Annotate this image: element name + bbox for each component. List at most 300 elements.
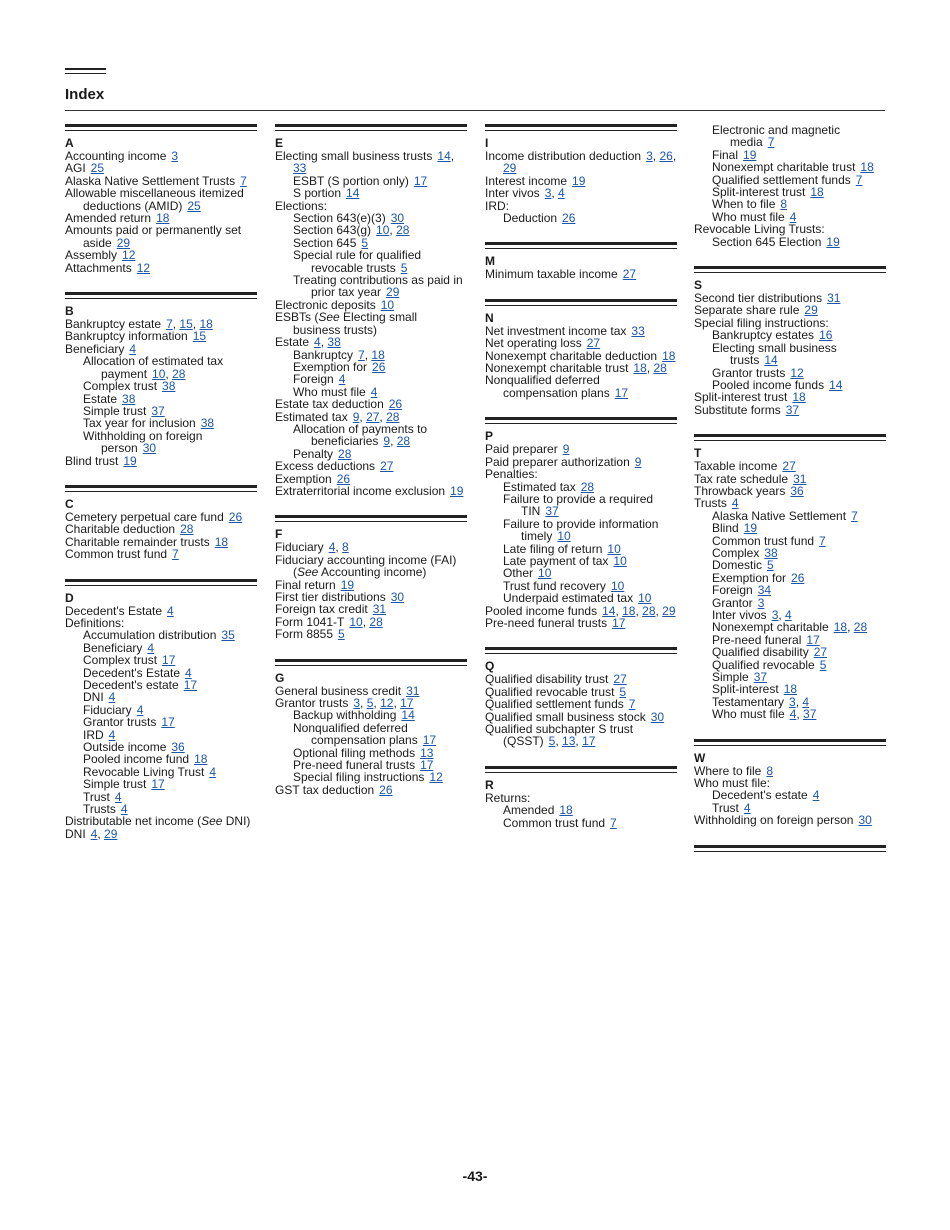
page-refs [215,535,228,549]
page-ref-link[interactable]: 3 [646,149,653,163]
index-entry [485,374,677,399]
entry-text: Estimated tax [275,409,348,424]
section-letter: M [485,254,495,269]
page-ref-link[interactable]: 5 [819,657,827,672]
entry-text: Grantor [712,595,753,610]
page-ref-link[interactable]: 9 [383,434,391,449]
index-entry [485,187,677,199]
page-ref-link[interactable]: 29 [662,603,676,618]
entry-text: AGI [65,161,86,176]
index-section [694,739,886,827]
page-ref-link[interactable]: 12 [429,770,443,785]
page-ref-link[interactable]: 3 [757,595,765,610]
page-ref-link[interactable]: 7 [166,317,173,332]
entry-text: Section 643(g) [293,223,372,238]
page-ref-link[interactable]: 25 [90,161,105,176]
index-entry [65,224,257,249]
page-refs: 7, 18 [358,347,385,362]
page-ref-link[interactable]: 36 [790,483,804,498]
page-ref-link[interactable]: 38 [764,545,778,560]
page-ref-link[interactable]: 15 [192,329,207,344]
page-ref-link[interactable]: 17 [161,715,175,730]
page-ref-link[interactable]: 17 [183,678,198,692]
page-ref-link[interactable]: 10 [380,297,395,312]
page-ref-link[interactable]: 30 [650,709,665,724]
entry-text: Estimated tax [503,479,576,494]
page-ref-link[interactable]: 5 [400,260,408,275]
entry-text: Deduction [503,211,558,226]
page-ref-link[interactable]: 15 [179,317,193,332]
section-letter: Q [485,659,495,674]
page-ref-link[interactable]: 4 [789,707,797,722]
page-ref-link[interactable]: 28 [396,434,411,449]
page-ref-link[interactable]: 28 [580,479,595,494]
entry-text: Pre-need funeral trusts [485,615,608,630]
page-ref-link[interactable]: 3 [771,608,779,622]
page-ref-link[interactable]: 9 [634,454,642,469]
page-ref-link[interactable]: 28 [180,522,194,537]
page-ref-link[interactable]: 4 [812,788,820,803]
page-ref-link[interactable]: 10 [349,614,363,629]
page-refs [187,199,200,213]
page-ref-link[interactable]: 37 [753,670,768,685]
index-entry [65,187,257,212]
entry-text: Inter vivos [712,608,767,622]
page-ref-link[interactable]: 7 [628,697,636,712]
entry-text: ESBTs ( [275,310,319,325]
page-ref-link[interactable]: 18 [860,160,874,175]
entry-text: Second tier distributions [694,291,823,306]
entry-text: Exemption [275,471,332,486]
page-ref-link[interactable]: 33 [631,323,645,338]
page-refs: 4, 37 [789,707,817,722]
section-rule [694,739,886,746]
page-ref-link[interactable]: 27 [813,645,828,660]
index-entry [65,828,257,840]
page-ref-link[interactable]: 4 [328,540,336,555]
index-entry [65,430,257,455]
entry-text: Trusts [694,496,727,511]
page-ref-link[interactable]: 27 [782,459,796,474]
entry-text: Trust [712,800,739,815]
page-ref-link[interactable]: 29 [104,826,118,841]
entry-text: Who must file: [694,776,771,791]
page-ref-link[interactable]: 26 [379,782,393,797]
page-ref-link[interactable]: 12 [122,248,136,263]
page-ref-link[interactable]: 29 [386,285,400,300]
page-ref-link[interactable]: 17 [162,653,176,668]
page-refs [615,386,628,400]
entry-text: Qualified small business stock [485,709,646,724]
section-rule [275,659,467,666]
page-ref-link[interactable]: 25 [187,198,201,213]
page-ref-link[interactable]: 3 [544,186,552,201]
page-refs [380,459,393,473]
page-ref-link[interactable]: 4 [370,384,378,399]
page-ref-link[interactable]: 26 [336,471,351,486]
page-ref-link[interactable]: 13 [562,734,576,749]
page-ref-link[interactable]: 28 [172,366,186,381]
page-refs [201,416,214,430]
page-ref-link[interactable]: 38 [327,335,341,350]
page-ref-link[interactable]: 4 [108,690,116,705]
page-ref-link[interactable]: 37 [545,504,559,519]
entry-text: Charitable deduction [65,522,176,537]
page-ref-link[interactable]: 4 [802,694,810,709]
page-ref-link[interactable]: 7 [610,815,617,830]
entry-text: Exemption for [712,570,787,585]
index-section [275,515,467,640]
page-ref-link[interactable]: 18 [371,347,385,362]
page-ref-link[interactable]: 4 [185,665,192,680]
page-ref-link[interactable]: 28 [853,620,868,635]
page-ref-link[interactable]: 16 [819,328,833,343]
page-ref-link[interactable]: 18 [559,803,573,818]
page-ref-link[interactable]: 26 [562,211,576,226]
entry-text: Assembly [65,248,118,263]
entry-text: Estate [275,335,310,350]
page-ref-link[interactable]: 10 [638,591,652,606]
page-ref-link[interactable]: 12 [136,260,151,275]
page-ref-link[interactable]: 17 [582,734,596,749]
page-ref-link[interactable]: 28 [386,409,400,424]
page-ref-link[interactable]: 19 [826,234,840,249]
page-ref-link[interactable]: 35 [221,628,235,643]
page-ref-link[interactable]: 4 [558,186,565,201]
section-rule [485,647,677,654]
page-refs [167,604,174,618]
page-refs [184,678,197,692]
index-entry [694,708,886,720]
section-letter: E [275,136,284,150]
page-ref-link[interactable]: 13 [420,745,434,760]
page-ref-link[interactable]: 7 [819,533,826,548]
page-ref-link[interactable]: 8 [766,763,774,778]
page-ref-link[interactable]: 9 [352,409,360,424]
page-ref-link[interactable]: 10 [613,553,627,568]
entry-text: Who must file [712,209,785,224]
entry-text: Qualified subchapter S trust (QSST) [485,722,634,749]
page-ref-link[interactable]: 28 [338,446,352,461]
entry-text: Optional filing methods [293,745,416,760]
page-ref-link[interactable]: 18 [214,534,229,549]
index-entry [694,124,886,149]
entry-text: Special filing instructions [293,770,425,785]
page-ref-link[interactable]: 4 [136,702,144,717]
page-refs [209,765,216,779]
entry-text: Allocation of payments to beneficiaries [293,421,428,449]
entry-text: Beneficiary [83,640,143,655]
page-ref-link[interactable]: 30 [390,590,405,604]
page-ref-link[interactable]: 18 [792,390,806,405]
page-ref-link[interactable]: 27 [622,267,637,282]
section-rule [65,124,257,131]
entry-text: Qualified disability [712,645,809,660]
entry-text: Bankruptcy [293,347,354,362]
entry-text: Outside income [83,740,167,755]
section-rule [485,299,677,306]
index-entry [275,423,467,448]
page-ref-link[interactable]: 18 [633,361,647,376]
page-ref-link[interactable]: 10 [610,578,625,593]
page-ref-link[interactable]: 36 [171,740,185,755]
entry-text: Failure to provide information timely [503,516,659,544]
page-ref-link[interactable]: 5 [619,684,627,699]
page-ref-link[interactable]: 5 [338,627,345,642]
page-ref-link[interactable]: 10 [538,566,552,581]
entry-text: Electing small business trusts [275,149,433,163]
entry-text: Taxable income [694,459,778,474]
page-ref-link[interactable]: 37 [803,707,817,722]
page-ref-link[interactable]: 27 [366,409,380,424]
entry-text: DNI [65,826,86,841]
entry-text: Failure to provide a required TIN [503,491,654,519]
index-entry [694,342,886,367]
page-ref-link[interactable]: 4 [167,603,174,618]
section-rule [485,417,677,424]
page-ref-link[interactable]: 28 [642,603,656,618]
entry-text: Pre-need funeral trusts [293,758,416,773]
page-ref-link[interactable]: 27 [613,672,627,687]
entry-text: Treating contributions as paid in prior tax year [293,273,463,300]
page-ref-link[interactable]: 4 [743,800,751,815]
entry-text: Minimum taxable income [485,267,618,282]
page-ref-link[interactable]: 18 [622,603,636,618]
entry-text: Income distribution deduction [485,149,642,163]
page-ref-link[interactable]: 17 [420,758,434,773]
entry-text: Qualified revocable trust [485,684,615,699]
page-ref-link[interactable]: 27 [380,459,394,474]
page-ref-link[interactable]: 4 [120,802,128,817]
page-ref-link[interactable]: 17 [413,173,428,188]
page-refs [820,658,827,672]
page-ref-link[interactable]: 19 [743,147,757,162]
page-ref-link[interactable]: 10 [607,541,621,556]
page-refs [450,484,463,498]
page-ref-link[interactable]: 28 [396,223,410,238]
page-ref-link[interactable]: 17 [614,385,629,400]
page-ref-link[interactable]: 8 [342,540,349,555]
page-ref-link[interactable]: 3 [789,694,796,709]
page-ref-link[interactable]: 34 [757,583,772,598]
page-ref-link[interactable]: 38 [200,416,215,431]
page-ref-link[interactable]: 17 [151,777,165,792]
page-ref-link[interactable]: 4 [114,789,122,804]
page-ref-link[interactable]: 38 [162,379,176,394]
entry-text: Trust [83,789,110,804]
page-ref-link[interactable]: 4 [129,341,137,356]
page-ref-link[interactable]: 3 [171,149,179,163]
page-refs [623,267,636,281]
page-ref-link[interactable]: 14 [401,708,415,723]
entry-see-reference: See [318,310,340,325]
page-ref-link[interactable]: 18 [833,620,848,635]
page-refs [612,616,625,630]
page-ref-link[interactable]: 7 [172,547,179,562]
index-entry [275,554,467,579]
page-refs: 14, 18, 28, 29 [602,603,676,618]
entry-text: Revocable Living Trusts: [694,222,825,237]
entry-text: Split-interest [712,682,779,697]
page-ref-link[interactable]: 7 [767,135,775,150]
page-refs: 4, 38 [314,335,341,350]
page-ref-link[interactable]: 5 [548,734,556,749]
entry-text: Complex [712,545,760,560]
page-ref-link[interactable]: 29 [116,235,131,250]
page-ref-link[interactable]: 4 [108,727,116,742]
page-ref-link[interactable]: 27 [586,336,601,351]
entry-text-after: DNI) [222,814,251,829]
page-refs [161,715,174,729]
page-ref-link[interactable]: 31 [406,683,420,698]
page-ref-link[interactable]: 7 [240,173,247,188]
page-ref-link[interactable]: 19 [572,173,586,188]
page-ref-link[interactable]: 19 [340,577,355,592]
page-ref-link[interactable]: 28 [653,361,667,376]
page-ref-link[interactable]: 28 [369,614,383,629]
page-refs [810,185,823,199]
page-ref-link[interactable]: 12 [380,696,394,711]
entry-text: Final return [275,577,336,592]
page-ref-link[interactable]: 19 [743,521,758,536]
entry-text: Late filing of return [503,541,603,556]
entry-text: Late payment of tax [503,553,609,568]
page-ref-link[interactable]: 4 [338,372,346,387]
entry-text: Section 645 Election [712,234,822,249]
entry-text: Penalty [293,446,334,461]
page-ref-link[interactable]: 7 [851,508,858,523]
page-ref-link[interactable]: 17 [806,632,820,647]
page-ref-link[interactable]: 4 [147,640,155,655]
entry-text: Paid preparer [485,442,558,457]
page-refs [562,211,575,225]
entry-text: Foreign [712,583,753,598]
page-ref-link[interactable]: 7 [358,347,365,362]
entry-text: Net operating loss [485,336,582,351]
page-ref-link[interactable]: 7 [855,172,863,187]
page-ref-link[interactable]: 4 [789,209,797,224]
page-refs [372,360,385,374]
entry-text: Pooled income fund [83,752,190,767]
page-ref-link[interactable]: 18 [662,348,676,363]
page-ref-link[interactable]: 17 [400,696,414,711]
entry-text: Interest income [485,173,568,188]
page-refs: 9, 27, 28 [352,409,400,424]
page-refs [813,788,820,802]
section-letter: F [275,527,283,542]
page-ref-link[interactable]: 26 [228,509,243,524]
page-ref-link[interactable]: 9 [562,442,570,457]
page-refs: 9, 28 [383,434,411,449]
entry-text: Accounting income [65,149,167,163]
page-ref-link[interactable]: 12 [790,365,804,380]
page-ref-link[interactable]: 29 [503,161,517,176]
page-refs [391,590,404,604]
page-refs: 18, 28 [833,620,868,635]
entry-text: Split-interest trust [712,185,806,200]
page-refs [414,174,427,188]
section-letter: R [485,777,494,792]
page-title: Index [65,86,105,103]
page-ref-link[interactable]: 33 [293,161,307,176]
page-ref-link[interactable]: 4 [90,826,98,841]
entry-text: DNI [83,690,104,705]
page-ref-link[interactable]: 4 [731,496,739,511]
page-ref-link[interactable]: 5 [361,235,369,250]
page-ref-link[interactable]: 30 [858,813,872,828]
page-ref-link[interactable]: 17 [612,615,626,630]
page-ref-link[interactable]: 4 [314,335,321,350]
index-section [275,659,467,797]
page-ref-link[interactable]: 4 [785,608,792,622]
page-refs [631,324,644,338]
page-ref-link[interactable]: 10 [376,223,390,238]
page-ref-link[interactable]: 8 [780,197,788,212]
page-refs [856,173,863,187]
page-ref-link[interactable]: 26 [659,149,673,163]
index-section [65,485,257,561]
page-ref-link[interactable]: 37 [151,403,165,418]
page-ref-link[interactable]: 26 [791,570,805,585]
page-ref-link[interactable]: 3 [353,696,361,711]
page-ref-link[interactable]: 31 [793,471,807,486]
entry-text: Trust fund recovery [503,578,606,593]
entry-text: Complex trust [83,379,158,394]
entry-text: Withholding on foreign person [694,813,854,828]
page-ref-link[interactable]: 37 [785,402,800,417]
entry-text: Backup withholding [293,708,397,723]
entry-text: Blind [712,521,739,536]
page-ref-link[interactable]: 19 [450,483,464,498]
page-ref-link[interactable]: 5 [366,696,374,711]
page-ref-link[interactable]: 31 [372,602,387,617]
page-ref-link[interactable]: 14 [764,353,778,368]
page-ref-link[interactable]: 26 [372,359,386,374]
entry-see-reference: See [201,814,223,829]
page-ref-link[interactable]: 38 [122,391,136,406]
page-ref-link[interactable]: 5 [767,558,774,573]
page-refs [613,554,626,568]
section-rule [485,766,677,773]
page-ref-link[interactable]: 29 [804,303,818,318]
page-ref-link[interactable]: 30 [390,211,405,226]
page-ref-link[interactable]: 18 [156,211,170,226]
page-ref-link[interactable]: 18 [810,185,824,200]
page-ref-link[interactable]: 10 [557,529,571,544]
index-column-3 [485,124,677,847]
page-ref-link[interactable]: 18 [783,682,798,697]
page-ref-link[interactable]: 31 [827,291,841,306]
page-ref-link[interactable]: 30 [142,441,157,456]
entry-text: Who must file [712,707,785,722]
page-ref-link[interactable]: 17 [422,733,437,748]
page-ref-link[interactable]: 19 [123,453,137,468]
entry-text: Distributable net income ( [65,814,202,829]
page-ref-link[interactable]: 18 [194,752,208,767]
page-ref-link[interactable]: 4 [209,764,217,779]
section-letter: G [275,670,285,685]
entry-text: Domestic [712,558,763,573]
page-ref-link[interactable]: 26 [388,397,403,412]
page-ref-link[interactable]: 14 [346,186,360,201]
page-ref-link[interactable]: 14 [602,603,616,618]
entry-text: Complex trust [83,653,158,668]
page-ref-link[interactable]: 14 [437,149,451,163]
page-ref-link[interactable]: 18 [199,317,213,332]
page-ref-link[interactable]: 14 [829,377,843,392]
page-ref-link[interactable]: 10 [152,366,166,381]
entry-text: Throwback years [694,483,786,498]
